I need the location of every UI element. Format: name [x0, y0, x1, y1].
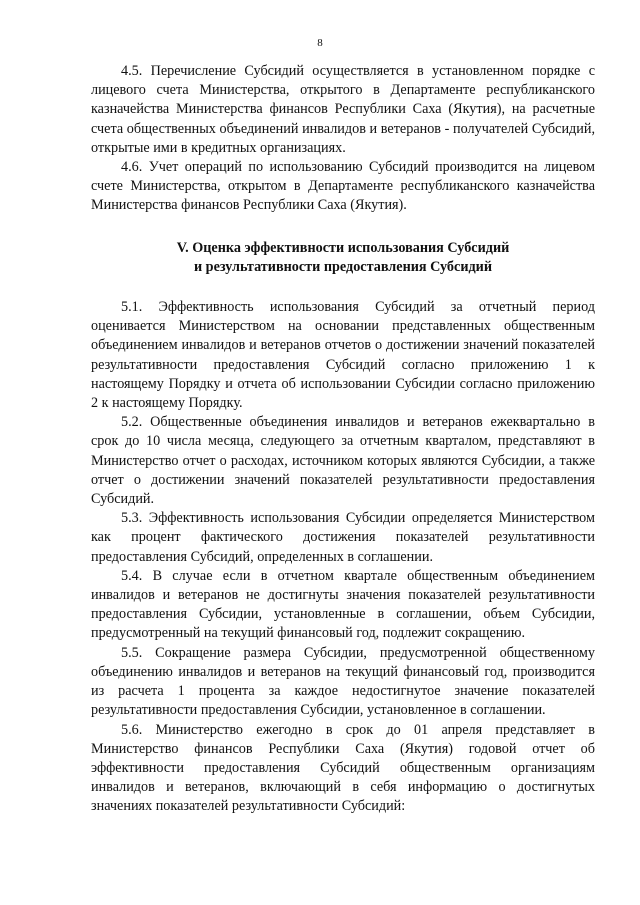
document-body [91, 62, 595, 817]
paragraph-5-5: 5.5. Сокращение размера Субсидии, предусмотренной общественному объединению инвалидов и ветеранов на текущий финансовый год, производится из расчета 1 процента за каждое недостигнутое значение показателей результативности предоставления Субсидии, установленное в соглашении. [91, 644, 595, 719]
page-number: 8 [317, 37, 323, 49]
section-heading-line-2: и результативности предоставления Субсидий [193, 258, 493, 275]
section-heading-line-1: V. Оценка эффективности использования Субсидий [176, 239, 510, 256]
paragraph-4-6: 4.6. Учет операций по использованию Субсидий производится на лицевом счете Министерства, открытом в Департаменте республиканского казначейства Министерства финансов Республики Саха (Якутия). [91, 159, 595, 214]
paragraph-5-6: 5.6. Министерство ежегодно в срок до 01 апреля представляет в Министерство финансов Республики Саха (Якутия) годовой отчет об эффективности предоставления Субсидий общественным организациям инвалидов и ветеранов, включающий в себя информацию о достигнутых значениях показателей результативности Субсидий: [91, 721, 595, 815]
paragraph-5-2: 5.2. Общественные объединения инвалидов и ветеранов ежеквартально в срок до 10 числа месяца, следующего за отчетным кварталом, представляют в Министерство отчет о расходах, источником которых являются Субсидии, а также отчет о достижении значений показателей результативности предоставления Субсидий. [91, 414, 595, 508]
section-heading [91, 239, 595, 277]
paragraph-5-1: 5.1. Эффективность использования Субсидий за отчетный период оценивается Министерством на основании представленных общественным объединением инвалидов и ветеранов отчетов о достижении значений показателей результативности предоставления Субсидий согласно приложению 1 к настоящему Порядку и отчета об использовании Субсидии согласно приложению 2 к настоящему Порядку. [91, 299, 595, 412]
paragraph-5-4: 5.4. В случае если в отчетном квартале общественным объединением инвалидов и ветеранов не достигнуты значения показателей результативности предоставления Субсидии, установленные в соглашении, объем Субсидии, предусмотренный на текущий финансовый год, подлежит сокращению. [91, 567, 595, 642]
paragraph-4-5: 4.5. Перечисление Субсидий осуществляется в установленном порядке с лицевого счета Министерства, открытого в Департаменте республиканского казначейства Министерства финансов Республики Саха (Якутия), на расчетные счета общественных объединений инвалидов и ветеранов - получателей Субсидий, открытые ими в кредитных организациях. [91, 63, 595, 156]
paragraph-5-3: 5.3. Эффективность использования Субсидии определяется Министерством как процент фактического достижения показателей результативности предоставления Субсидий, определенных в соглашении. [91, 510, 595, 565]
